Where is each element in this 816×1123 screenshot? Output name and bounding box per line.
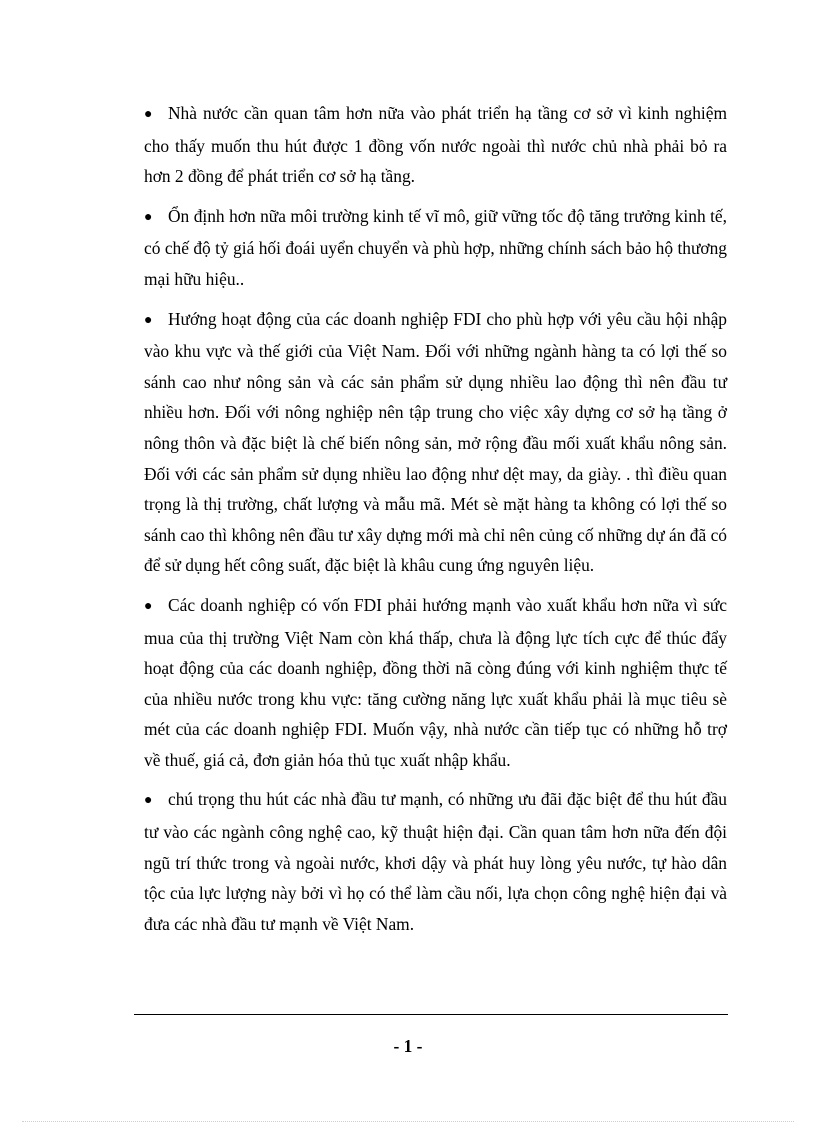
document-body bbox=[144, 98, 727, 948]
bullet-icon: ● bbox=[144, 209, 153, 225]
bullet-icon: ● bbox=[144, 107, 153, 122]
paragraph-text: Ổn định hơn nữa môi trường kinh tế vĩ mô, giữ vững tốc độ tăng trưởng kinh tế, có chế độ tỷ giá hối đoái uyển chuyển và phù hợp, những chính sách bảo hộ thương mại hữu hiệu.. bbox=[144, 205, 727, 289]
paragraph-text: Các doanh nghiệp có vốn FDI phải hướng mạnh vào xuất khẩu hơn nữa vì sức mua của thị trường Việt Nam còn khá thấp, chưa là động lực tích cực để thúc đẩy hoạt động của các doanh nghiệp, đồng thời nã còng đúng với kinh nghiệm thực tế của nhiều nước trong khu vực: tăng cường năng lực xuất khẩu phải là mục tiêu sè mét của các doanh nghiệp FDI. Muốn vậy, nhà nước cần tiếp tục có những hỗ trợ về thuế, giá cả, đơn giản hóa thủ tục xuất nhập khẩu. bbox=[144, 594, 727, 770]
bullet-paragraph-4 bbox=[144, 590, 727, 776]
bullet-icon: ● bbox=[144, 598, 153, 614]
paragraph-text: chú trọng thu hút các nhà đầu tư mạnh, có những ưu đãi đặc biệt để thu hút đầu tư vào các ngành công nghệ cao, kỹ thuật hiện đại. Cần quan tâm hơn nữa đến đội ngũ trí thức trong và ngoài nước, khơi dậy và phát huy lòng yêu nước, tự hào dân tộc của lực lượng này bởi vì họ có thể làm cầu nối, lựa chọn công nghệ hiện đại và đưa các nhà đầu tư mạnh về Việt Nam. bbox=[144, 789, 727, 934]
footer-divider bbox=[134, 1014, 728, 1015]
bullet-paragraph-5 bbox=[144, 784, 727, 939]
paragraph-text: Nhà nước cần quan tâm hơn nữa vào phát triển hạ tầng cơ sở vì kinh nghiệm cho thấy muốn thu hút được 1 đồng vốn nước ngoài thì nước chủ nhà phải bỏ ra hơn 2 đồng để phát triển cơ sở hạ tầng. bbox=[144, 103, 727, 187]
bullet-paragraph-2 bbox=[144, 201, 727, 295]
bullet-icon: ● bbox=[144, 312, 153, 328]
page-number: - 1 - bbox=[393, 1036, 423, 1056]
paragraph-text: Hướng hoạt động của các doanh nghiệp FDI cho phù hợp với yêu cầu hội nhập vào khu vực và thế giới của Việt Nam. Đối với những ngành hàng ta có lợi thế so sánh cao như nông sản và các sản phẩm sử dụng nhiều lao động thì nên đầu tư nhiều hơn. Đối với nông nghiệp nên tập trung cho việc xây dựng cơ sở hạ tầng ở nông thôn và đặc biệt là chế biến nông sản, mở rộng đầu mối xuất khẩu nông sản. Đối với các sản phẩm sử dụng nhiều lao động như dệt may, da giày. . thì điều quan trọng là thị trường, chất lượng và mẫu mã. Mét sè mặt hàng ta không có lợi thế so sánh cao thì không nên đầu tư xây dựng mới mà chỉ nên củng cố những dự án đã có để sử dụng hết công suất, đặc biệt là khâu cung ứng nguyên liệu. bbox=[144, 308, 727, 576]
page-bottom-edge bbox=[22, 1121, 794, 1122]
bullet-icon: ● bbox=[144, 793, 153, 809]
bullet-paragraph-3 bbox=[144, 304, 727, 581]
bullet-paragraph-1 bbox=[144, 98, 727, 192]
